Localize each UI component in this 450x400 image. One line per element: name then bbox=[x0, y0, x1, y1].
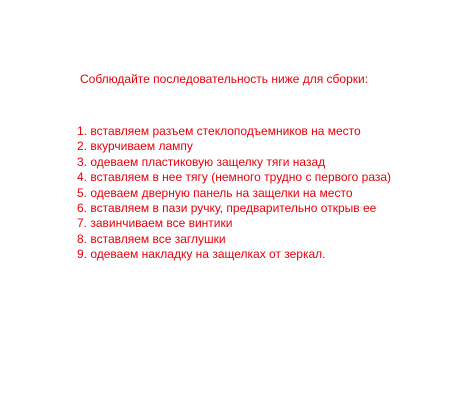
step-item: 7. завинчиваем все винтики bbox=[77, 216, 233, 231]
step-item: 2. вкурчиваем лампу bbox=[77, 139, 193, 154]
step-item: 4. вставляем в нее тягу (немного трудно с первого раза) bbox=[77, 170, 392, 185]
step-item: 8. вставляем все заглушки bbox=[77, 231, 226, 246]
instruction-heading: Соблюдайте последовательность ниже для сборки: bbox=[80, 72, 369, 86]
step-item: 9. одеваем накладку на защелках от зеркал. bbox=[77, 247, 326, 262]
step-item: 5. одеваем дверную панель на защелки на место bbox=[77, 185, 353, 200]
assembly-steps-list bbox=[77, 124, 391, 263]
step-item: 6. вставляем в пази ручку, предварительно открыв ее bbox=[77, 201, 377, 216]
step-item: 1. вставляем разъем стеклоподъемников на место bbox=[77, 124, 361, 138]
step-item: 3. одеваем пластиковую защелку тяги назад bbox=[77, 154, 326, 169]
